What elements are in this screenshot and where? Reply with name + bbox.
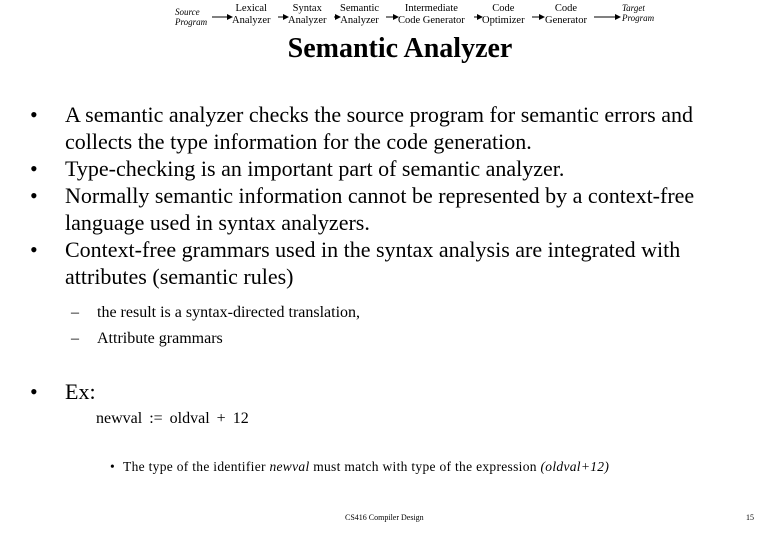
slide-title: Semantic Analyzer: [287, 33, 513, 64]
bullet-item: • Context-free grammars used in the syntax analysis are integrated with attributes (semantic rules) – the result is a syntax-directed translation, – Attribute grammars: [30, 236, 765, 352]
sub-bullet-list: [65, 300, 765, 352]
example-bullet: [30, 378, 96, 405]
stage-intermediate-code-generator: Intermediate Code Generator: [398, 3, 465, 26]
stage-lexical-analyzer: Lexical Analyzer: [232, 3, 271, 26]
footer-course: CS416 Compiler Design: [345, 513, 424, 522]
bullet-dot: •: [30, 183, 38, 208]
compiler-pipeline-diagram: [170, 0, 670, 34]
bullet-list: [30, 101, 765, 352]
target-program-label: Target Program: [622, 3, 655, 23]
stage-semantic-analyzer: Semantic Analyzer: [340, 3, 380, 26]
page-number: 15: [746, 513, 754, 522]
sub-bullet-dash: –: [71, 304, 79, 321]
bullet-item: • A semantic analyzer checks the source program for semantic errors and collects the type information for the code generation.: [30, 102, 693, 154]
example-note: • The type of the identifier newval must match with type of the expression (oldval+12): [110, 459, 610, 474]
bullet-dot: •: [30, 102, 38, 127]
bullet-dot: •: [110, 459, 116, 474]
bullet-dot: •: [30, 379, 38, 404]
bullet-dot: •: [30, 156, 38, 181]
sub-bullet-item: – the result is a syntax-directed translation,: [65, 300, 765, 326]
stage-code-optimizer: Code Optimizer: [482, 3, 525, 26]
example-code: newval := oldval + 12: [96, 410, 249, 427]
bullet-item: • Normally semantic information cannot be represented by a context-free language used in syntax analyzers.: [30, 183, 695, 235]
bullet-dot: •: [30, 237, 38, 262]
stage-code-generator: Code Generator: [545, 3, 587, 26]
identifier-newval: newval: [269, 459, 310, 474]
stage-syntax-analyzer: Syntax Analyzer: [288, 3, 327, 26]
source-program-label: Source Program: [175, 7, 208, 27]
sub-bullet-item: – Attribute grammars: [65, 326, 765, 352]
bullet-item: • Type-checking is an important part of semantic analyzer.: [30, 156, 565, 181]
example-label: Ex:: [65, 379, 96, 404]
expression-oldval: (oldval+12): [540, 459, 610, 474]
sub-bullet-dash: –: [71, 330, 79, 347]
